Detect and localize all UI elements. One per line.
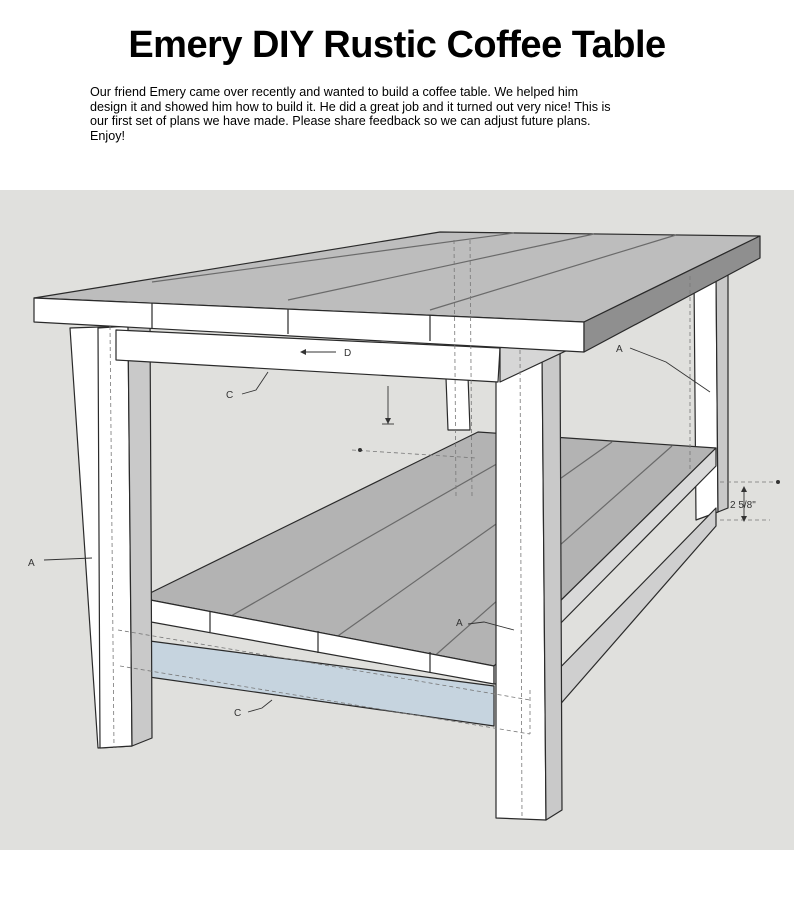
part-label-a-left: A	[28, 558, 35, 569]
part-label-a-right: A	[616, 344, 623, 355]
table-diagram-svg	[0, 190, 794, 850]
page-title: Emery DIY Rustic Coffee Table	[128, 24, 666, 66]
part-label-a-center: A	[456, 618, 463, 629]
coffee-table-drawing	[0, 190, 794, 850]
part-label-c-upper: C	[226, 390, 234, 401]
intro-paragraph: Our friend Emery came over recently and wanted to build a coffee table. We helped him design it and showed him how to build it. He did a great job and it turned out very nice! This is our first set of plans we have made. Please share feedback so we can adjust future plans. Enjoy!	[90, 85, 611, 143]
part-label-c-lower: C	[234, 708, 242, 719]
dimension-label: 2 5/8"	[730, 500, 756, 511]
part-label-d: D	[344, 348, 352, 359]
back-left-leg	[446, 376, 470, 430]
